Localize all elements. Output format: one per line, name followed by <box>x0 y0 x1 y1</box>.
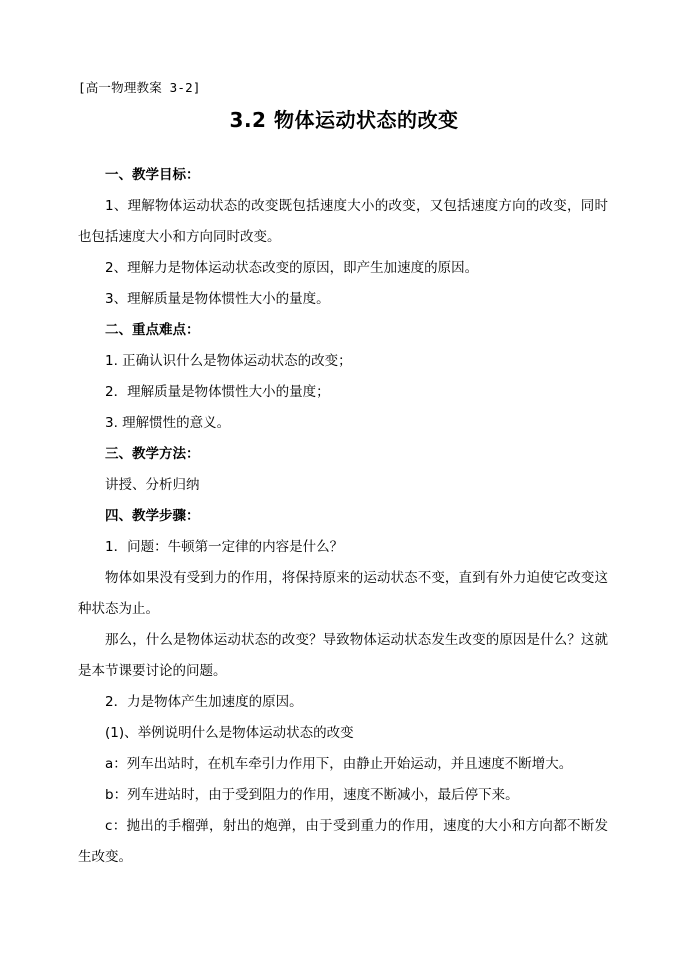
step-1-question: 那么，什么是物体运动状态的改变？导致物体运动状态发生改变的原因是什么？这就是本节课要讨论的问题。 <box>78 632 608 679</box>
step-item-1: 1．问题：牛顿第一定律的内容是什么？ <box>105 539 344 555</box>
section-heading-steps: 四、教学步骤： <box>105 508 200 524</box>
step-item-2: 2．力是物体产生加速度的原因。 <box>105 694 303 710</box>
example-b: b：列车进站时，由于受到阻力的作用，速度不断减小，最后停下来。 <box>105 787 519 803</box>
method-text: 讲授、分析归纳 <box>105 477 200 493</box>
goal-item-2: 2、理解力是物体运动状态改变的原因，即产生加速度的原因。 <box>105 260 479 276</box>
key-item-2: 2．理解质量是物体惯性大小的量度； <box>105 384 330 400</box>
document-body <box>78 160 608 873</box>
goal-item-1: 1、理解物体运动状态的改变既包括速度大小的改变，又包括速度方向的改变，同时也包括速度大小和方向同时改变。 <box>78 198 608 245</box>
example-c: c：抛出的手榴弹，射出的炮弹，由于受到重力的作用，速度的大小和方向都不断发生改变。 <box>78 818 608 865</box>
step-2-sub-1: (1)、举例说明什么是物体运动状态的改变 <box>105 725 354 741</box>
goal-item-3: 3、理解质量是物体惯性大小的量度。 <box>105 291 330 307</box>
section-heading-methods: 三、教学方法： <box>105 446 200 462</box>
key-item-3: 3. 理解惯性的意义。 <box>105 415 231 431</box>
example-a: a：列车出站时，在机车牵引力作用下，由静止开始运动，并且速度不断增大。 <box>105 756 573 772</box>
key-item-1: 1. 正确认识什么是物体运动状态的改变； <box>105 353 352 369</box>
page-title: 3.2 物体运动状态的改变 <box>229 108 459 132</box>
step-1-answer: 物体如果没有受到力的作用，将保持原来的运动状态不变，直到有外力迫使它改变这种状态为止。 <box>78 570 608 617</box>
section-heading-key-points: 二、重点难点： <box>105 322 200 338</box>
header-tag: [高一物理教案 3-2] <box>78 80 201 95</box>
section-heading-goals: 一、教学目标： <box>105 167 200 183</box>
